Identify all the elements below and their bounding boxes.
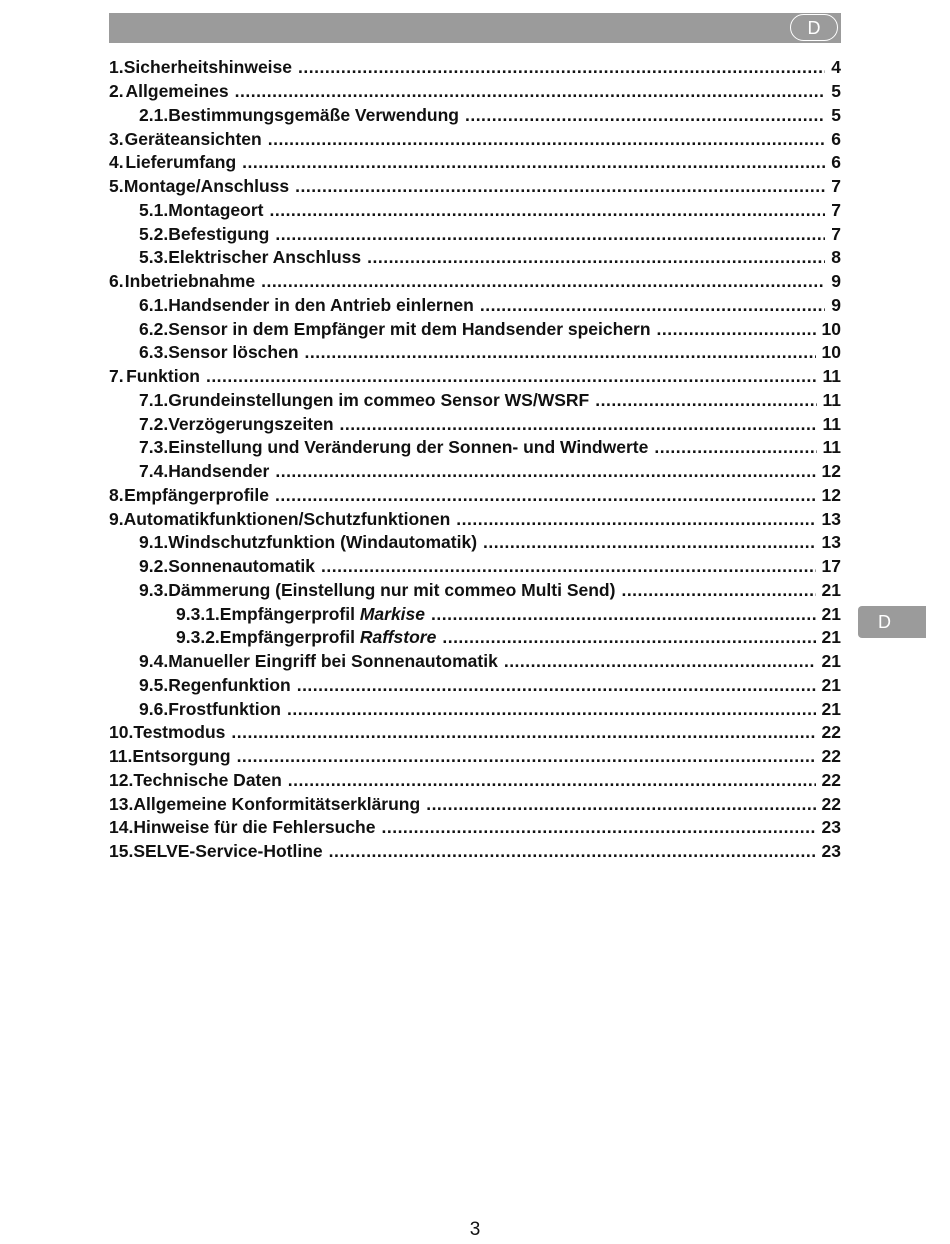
toc-dot-leader [287,699,816,720]
toc-entry-page: 10 [821,318,841,339]
toc-entry-page: 23 [821,817,841,838]
toc-dot-leader [305,342,816,363]
toc-entry-page: 17 [821,556,841,577]
toc-entry-page: 21 [821,603,841,624]
toc-entry-title: Handsender [168,461,270,482]
toc-entry-number: 2.1. [139,104,169,125]
toc-dot-leader [298,57,825,78]
toc-dot-leader [237,746,816,767]
toc-entry-number: 8. [109,484,124,505]
toc-dot-leader [329,841,816,862]
toc-entry-page: 21 [821,674,841,695]
toc-entry[interactable] [109,199,841,223]
toc-entry[interactable] [109,412,841,436]
toc-entry[interactable] [109,294,841,318]
toc-entry-title: Geräteansichten [124,128,262,149]
toc-dot-leader [654,437,816,458]
toc-entry[interactable] [109,246,841,270]
toc-entry-number: 2. [109,81,124,102]
toc-entry-page: 13 [821,532,841,553]
toc-entry-page: 5 [831,104,841,125]
toc-entry-page: 5 [831,81,841,102]
table-of-contents [109,56,841,864]
toc-entry-number: 7.2. [139,413,169,434]
toc-dot-leader [275,485,816,506]
toc-dot-leader [275,224,825,245]
toc-entry[interactable] [109,697,841,721]
toc-entry-title: Entsorgung [132,746,231,767]
toc-entry-page: 22 [821,746,841,767]
toc-entry-number: 9.3.1. [176,603,220,624]
toc-entry-number: 5.3. [139,247,169,268]
toc-entry-number: 4. [109,152,124,173]
toc-entry[interactable] [109,555,841,579]
toc-dot-leader [235,81,826,102]
toc-entry[interactable] [109,579,841,603]
toc-entry-title: Frostfunktion [168,698,281,719]
page-number: 3 [469,1219,481,1240]
toc-entry-page: 7 [831,199,841,220]
toc-entry[interactable] [109,626,841,650]
toc-entry[interactable] [109,317,841,341]
toc-entry-number: 7.1. [139,389,169,410]
toc-entry[interactable] [109,389,841,413]
toc-entry-number: 6.3. [139,342,169,363]
toc-entry-title: Einstellung und Veränderung der Sonnen- und Windwerte [168,437,649,458]
toc-entry[interactable] [109,721,841,745]
toc-entry-page: 7 [831,223,841,244]
toc-entry-number: 9.3.2. [176,627,220,648]
toc-entry-number: 7. [109,366,124,387]
toc-entry[interactable] [109,365,841,389]
toc-entry-title: Allgemeines [125,81,229,102]
toc-dot-leader [295,176,825,197]
toc-dot-leader [340,414,817,435]
toc-dot-leader [504,651,816,672]
toc-entry[interactable] [109,650,841,674]
toc-dot-leader [426,794,815,815]
toc-entry-title: Verzögerungszeiten [168,413,334,434]
toc-entry-number: 14. [109,817,134,838]
toc-entry-number: 6. [109,271,124,292]
toc-entry[interactable] [109,56,841,80]
language-badge: D [790,14,838,41]
toc-entry-number: 3. [109,128,124,149]
toc-entry[interactable] [109,816,841,840]
toc-entry-page: 12 [821,461,841,482]
toc-dot-leader [621,580,815,601]
toc-entry[interactable] [109,127,841,151]
toc-entry-title: Empfängerprofil Raffstore [219,627,437,648]
toc-dot-leader [275,461,815,482]
toc-entry[interactable] [109,460,841,484]
toc-dot-leader [657,319,816,340]
toc-dot-leader [595,390,816,411]
toc-entry-number: 9.5. [139,674,169,695]
toc-entry[interactable] [109,840,841,864]
toc-entry-number: 6.1. [139,294,169,315]
toc-entry-page: 10 [821,342,841,363]
toc-entry-title: Inbetriebnahme [124,271,256,292]
toc-entry-title: Montage/Anschluss [123,176,290,197]
toc-entry-title: Funktion [126,366,200,387]
header-bar [109,13,841,43]
toc-entry-title: Grundeinstellungen im commeo Sensor WS/WSRF [168,389,590,410]
toc-entry-title: Sicherheitshinweise [123,57,293,78]
toc-entry[interactable] [109,175,841,199]
toc-entry-title: Sonnenautomatik [168,556,316,577]
toc-entry-number: 5.1. [139,199,169,220]
toc-entry-page: 22 [821,722,841,743]
toc-entry-page: 7 [831,176,841,197]
toc-entry-page: 9 [831,294,841,315]
toc-entry-title-italic: Markise [359,603,426,624]
toc-entry-number: 7.4. [139,461,169,482]
toc-dot-leader [431,604,816,625]
toc-entry-title: Testmodus [133,722,226,743]
toc-entry[interactable] [109,769,841,793]
toc-entry[interactable] [109,222,841,246]
toc-entry-page: 11 [822,389,841,410]
toc-entry[interactable] [109,531,841,555]
toc-entry[interactable] [109,80,841,104]
toc-entry-page: 22 [821,769,841,790]
toc-entry[interactable] [109,484,841,508]
toc-entry-number: 9.3. [139,579,169,600]
toc-entry-number: 6.2. [139,318,169,339]
toc-entry-page: 21 [821,627,841,648]
toc-dot-leader [367,247,825,268]
toc-entry-title: Bestimmungsgemäße Verwendung [168,104,459,125]
toc-entry-page: 8 [831,247,841,268]
toc-dot-leader [456,509,815,530]
toc-entry-number: 9. [109,508,124,529]
toc-entry-title: Sensor in dem Empfänger mit dem Handsender speichern [168,318,651,339]
toc-entry-title-italic: Raffstore [359,627,437,648]
toc-entry-title: Automatikfunktionen/Schutzfunktionen [123,508,451,529]
toc-entry-page: 11 [822,366,841,387]
toc-entry[interactable] [109,745,841,769]
toc-entry-number: 13. [109,793,134,814]
toc-entry[interactable] [109,270,841,294]
toc-entry-number: 9.4. [139,651,169,672]
toc-entry-title: Handsender in den Antrieb einlernen [168,294,474,315]
toc-entry-page: 23 [821,841,841,862]
language-side-tab: D [858,606,926,638]
toc-entry-number: 12. [109,769,134,790]
toc-entry-number: 10. [109,722,134,743]
toc-entry-number: 7.3. [139,437,169,458]
toc-entry-page: 6 [831,128,841,149]
toc-dot-leader [206,366,817,387]
toc-entry[interactable] [109,674,841,698]
toc-entry-title: Empfängerprofile [124,484,270,505]
toc-dot-leader [242,152,825,173]
toc-entry-title: Lieferumfang [125,152,237,173]
toc-dot-leader [483,532,816,553]
toc-dot-leader [381,817,815,838]
toc-entry-number: 5. [109,176,124,197]
toc-entry-title: Technische Daten [133,769,282,790]
toc-entry-page: 4 [831,57,841,78]
toc-entry-title: Windschutzfunktion (Windautomatik) [168,532,478,553]
toc-entry-number: 9.2. [139,556,169,577]
toc-entry-number: 9.6. [139,698,169,719]
toc-dot-leader [231,722,815,743]
toc-dot-leader [297,675,816,696]
toc-entry-page: 11 [822,413,841,434]
toc-entry-number: 11. [109,746,133,767]
toc-entry-title: Manueller Eingriff bei Sonnenautomatik [168,651,498,672]
toc-entry-page: 22 [821,793,841,814]
toc-entry-title: Montageort [168,199,264,220]
toc-entry[interactable] [109,436,841,460]
toc-entry-page: 11 [822,437,841,458]
toc-entry-title: SELVE-Service-Hotline [133,841,323,862]
toc-entry-page: 21 [821,698,841,719]
toc-entry-number: 5.2. [139,223,169,244]
toc-entry-number: 15. [109,841,134,862]
toc-entry[interactable] [109,507,841,531]
toc-entry-number: 1. [109,57,124,78]
toc-entry-title: Regenfunktion [168,674,291,695]
toc-entry-title: Sensor löschen [168,342,299,363]
toc-dot-leader [442,627,815,648]
toc-entry[interactable] [109,341,841,365]
toc-dot-leader [269,200,825,221]
toc-entry-title: Elektrischer Anschluss [168,247,362,268]
toc-entry-title: Hinweise für die Fehlersuche [133,817,376,838]
toc-entry-page: 9 [831,271,841,292]
toc-dot-leader [465,105,825,126]
toc-entry[interactable] [109,602,841,626]
toc-entry-title: Allgemeine Konformitätserklärung [133,793,421,814]
toc-entry-page: 13 [821,508,841,529]
toc-entry[interactable] [109,151,841,175]
toc-entry[interactable] [109,792,841,816]
toc-dot-leader [480,295,825,316]
toc-entry-page: 12 [821,484,841,505]
toc-dot-leader [261,271,825,292]
toc-entry-page: 6 [831,152,841,173]
toc-entry-page: 21 [821,651,841,672]
toc-entry-title: Befestigung [168,223,270,244]
toc-entry-number: 9.1. [139,532,169,553]
toc-entry-title: Empfängerprofil Markise [219,603,426,624]
toc-dot-leader [288,770,816,791]
toc-entry-title: Dämmerung (Einstellung nur mit commeo Multi Send) [168,579,616,600]
toc-entry-page: 21 [821,579,841,600]
toc-dot-leader [268,129,826,150]
toc-dot-leader [321,556,816,577]
toc-entry[interactable] [109,104,841,128]
